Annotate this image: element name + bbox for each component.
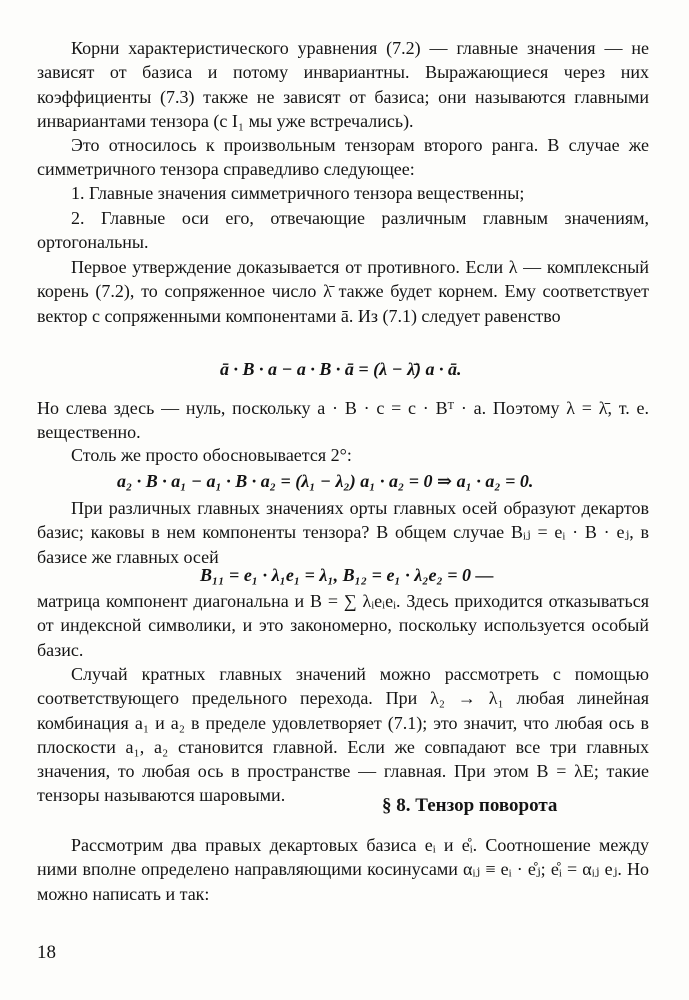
paragraph-symmetric: Это относилось к произвольным тензорам второго ранга. В случае же симметричного тензора справедливо следующее: — [37, 135, 649, 180]
formula-orthogonality: a₂ · B · a₁ − a₁ · B · a₂ = (λ₁ − λ₂) a₁ · a₂ = 0 ⇒ a₁ · a₂ = 0. — [117, 471, 534, 491]
list-item-1: 1. Главные значения симметричного тензора вещественны; — [71, 183, 525, 203]
paragraph-second: Столь же просто обосновывается 2°: — [71, 445, 352, 465]
section-title: § 8. Тензор поворота — [382, 795, 558, 816]
paragraph-basis: При различных главных значениях орты главных осей образуют декартов базис; каковы в нем компоненты тензора? В общем случае Bᵢⱼ = eᵢ · B · eⱼ, в базисе же главных осей — [37, 498, 649, 567]
paragraph-multiple: Случай кратных главных значений можно рассмотреть с помощью соответствующего предельного перехода. При λ₂ → λ₁ любая линейная комбинация a₁ и a₂ в пределе удовлетворяет (7.1); это значит, что любая ось в плоскости a₁, a₂ становится главной. Если же совпадают все три главных значения, то любая ось в пространстве — главная. При этом B = λE; такие тензоры называются шаровыми. — [37, 664, 649, 806]
list-item-2: 2. Главные оси его, отвечающие различным главным значениям, ортогональны. — [37, 208, 649, 253]
paragraph-diagonal: матрица компонент диагональна и B = ∑ λᵢeᵢeᵢ. Здесь приходится отказываться от индексной символики, и это закономерно, поскольку используется особый базис. — [37, 591, 649, 660]
paragraph-rotation: Рассмотрим два правых декартовых базиса eᵢ и e̊ᵢ. Соотношение между ними вполне определено направляющими косинусами αᵢⱼ ≡ eᵢ · e̊ⱼ; e̊ᵢ = αᵢⱼ eⱼ. Но можно написать и так: — [37, 835, 649, 904]
page-number: 18 — [37, 942, 56, 963]
formula-components: B₁₁ = e₁ · λ₁e₁ = λ₁, B₁₂ = e₁ · λ₂e₂ = 0 — — [200, 565, 494, 585]
paragraph-invariants: Корни характеристического уравнения (7.2) — главные значения — не зависят от базиса и потому инвариантны. Выражающиеся через них коэффициенты (7.3) также не зависят от базиса; они называются главными инвариантами тензора (с I₁ мы уже встречались). — [37, 38, 649, 131]
paragraph-proof: Первое утверждение доказывается от противного. Если λ — комплексный корень (7.2), то сопряженное число λ̄ также будет корнем. Ему соответствует вектор с сопряженными компонентами ā. Из (7.1) следует равенство — [37, 257, 649, 326]
formula-eigen-conjugate: ā · B · a − a · B · ā = (λ − λ̄) a · ā. — [220, 359, 462, 379]
paragraph-zero: Но слева здесь — нуль, поскольку a · B · c = c · Bᵀ · a. Поэтому λ = λ̄, т. е. вещественно. — [37, 398, 649, 443]
